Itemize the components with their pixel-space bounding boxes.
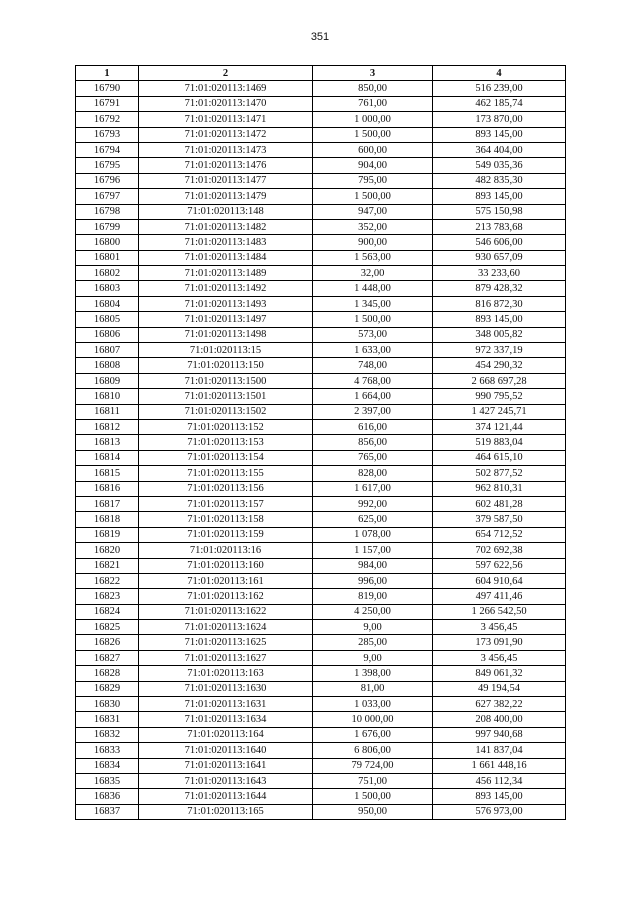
value-cell: 3 456,45 [433, 650, 566, 665]
value-cell: 702 692,38 [433, 543, 566, 558]
cadastral-number-cell: 71:01:020113:16 [139, 543, 313, 558]
row-number-cell: 16813 [76, 435, 139, 450]
cadastral-number-cell: 71:01:020113:161 [139, 573, 313, 588]
area-cell: 1 448,00 [313, 281, 433, 296]
cadastral-number-cell: 71:01:020113:150 [139, 358, 313, 373]
value-cell: 1 266 542,50 [433, 604, 566, 619]
value-cell: 456 112,34 [433, 773, 566, 788]
table-row [76, 158, 566, 173]
area-cell: 1 033,00 [313, 697, 433, 712]
row-number-cell: 16798 [76, 204, 139, 219]
value-cell: 379 587,50 [433, 512, 566, 527]
area-cell: 285,00 [313, 635, 433, 650]
area-cell: 9,00 [313, 650, 433, 665]
row-number-cell: 16809 [76, 373, 139, 388]
row-number-cell: 16820 [76, 543, 139, 558]
table-row [76, 204, 566, 219]
cadastral-number-cell: 71:01:020113:1644 [139, 789, 313, 804]
table-row [76, 127, 566, 142]
row-number-cell: 16829 [76, 681, 139, 696]
row-number-cell: 16797 [76, 189, 139, 204]
table-row [76, 758, 566, 773]
table-row [76, 650, 566, 665]
value-cell: 497 411,46 [433, 589, 566, 604]
table-header-row [76, 66, 566, 81]
cadastral-number-cell: 71:01:020113:164 [139, 727, 313, 742]
value-cell: 33 233,60 [433, 266, 566, 281]
value-cell: 208 400,00 [433, 712, 566, 727]
table-row [76, 804, 566, 819]
row-number-cell: 16822 [76, 573, 139, 588]
table-row [76, 558, 566, 573]
table-row [76, 96, 566, 111]
table-row [76, 312, 566, 327]
area-cell: 1 157,00 [313, 543, 433, 558]
value-cell: 348 005,82 [433, 327, 566, 342]
area-cell: 1 000,00 [313, 112, 433, 127]
area-cell: 10 000,00 [313, 712, 433, 727]
cadastral-number-cell: 71:01:020113:156 [139, 481, 313, 496]
area-cell: 856,00 [313, 435, 433, 450]
cadastral-number-cell: 71:01:020113:1484 [139, 250, 313, 265]
row-number-cell: 16796 [76, 173, 139, 188]
area-cell: 900,00 [313, 235, 433, 250]
area-cell: 992,00 [313, 496, 433, 511]
value-cell: 962 810,31 [433, 481, 566, 496]
cadastral-number-cell: 71:01:020113:1472 [139, 127, 313, 142]
value-cell: 893 145,00 [433, 127, 566, 142]
area-cell: 996,00 [313, 573, 433, 588]
row-number-cell: 16818 [76, 512, 139, 527]
table-row [76, 81, 566, 96]
row-number-cell: 16801 [76, 250, 139, 265]
table-row [76, 773, 566, 788]
cadastral-number-cell: 71:01:020113:158 [139, 512, 313, 527]
cadastral-number-cell: 71:01:020113:1630 [139, 681, 313, 696]
area-cell: 573,00 [313, 327, 433, 342]
row-number-cell: 16831 [76, 712, 139, 727]
value-cell: 575 150,98 [433, 204, 566, 219]
value-cell: 654 712,52 [433, 527, 566, 542]
table-row [76, 173, 566, 188]
value-cell: 602 481,28 [433, 496, 566, 511]
row-number-cell: 16810 [76, 389, 139, 404]
area-cell: 795,00 [313, 173, 433, 188]
row-number-cell: 16835 [76, 773, 139, 788]
row-number-cell: 16793 [76, 127, 139, 142]
area-cell: 761,00 [313, 96, 433, 111]
value-cell: 454 290,32 [433, 358, 566, 373]
table-row [76, 543, 566, 558]
area-cell: 1 078,00 [313, 527, 433, 542]
table-row [76, 789, 566, 804]
cadastral-number-cell: 71:01:020113:1498 [139, 327, 313, 342]
area-cell: 984,00 [313, 558, 433, 573]
area-cell: 4 768,00 [313, 373, 433, 388]
cadastral-number-cell: 71:01:020113:1624 [139, 620, 313, 635]
table-row [76, 250, 566, 265]
column-header-2: 2 [139, 66, 313, 81]
row-number-cell: 16819 [76, 527, 139, 542]
value-cell: 519 883,04 [433, 435, 566, 450]
area-cell: 352,00 [313, 219, 433, 234]
row-number-cell: 16823 [76, 589, 139, 604]
row-number-cell: 16805 [76, 312, 139, 327]
cadastral-number-cell: 71:01:020113:1497 [139, 312, 313, 327]
value-cell: 502 877,52 [433, 466, 566, 481]
value-cell: 213 783,68 [433, 219, 566, 234]
row-number-cell: 16837 [76, 804, 139, 819]
value-cell: 516 239,00 [433, 81, 566, 96]
table-row [76, 589, 566, 604]
cadastral-number-cell: 71:01:020113:1469 [139, 81, 313, 96]
value-cell: 549 035,36 [433, 158, 566, 173]
row-number-cell: 16828 [76, 666, 139, 681]
value-cell: 972 337,19 [433, 343, 566, 358]
area-cell: 819,00 [313, 589, 433, 604]
cadastral-number-cell: 71:01:020113:152 [139, 419, 313, 434]
table-row [76, 327, 566, 342]
row-number-cell: 16821 [76, 558, 139, 573]
area-cell: 6 806,00 [313, 743, 433, 758]
value-cell: 627 382,22 [433, 697, 566, 712]
value-cell: 930 657,09 [433, 250, 566, 265]
table-row [76, 112, 566, 127]
cadastral-number-cell: 71:01:020113:1473 [139, 142, 313, 157]
column-header-4: 4 [433, 66, 566, 81]
row-number-cell: 16802 [76, 266, 139, 281]
value-cell: 893 145,00 [433, 312, 566, 327]
row-number-cell: 16832 [76, 727, 139, 742]
area-cell: 1 676,00 [313, 727, 433, 742]
table-row [76, 189, 566, 204]
value-cell: 173 091,90 [433, 635, 566, 650]
row-number-cell: 16803 [76, 281, 139, 296]
value-cell: 464 615,10 [433, 450, 566, 465]
value-cell: 546 606,00 [433, 235, 566, 250]
cadastral-number-cell: 71:01:020113:165 [139, 804, 313, 819]
area-cell: 828,00 [313, 466, 433, 481]
table-row [76, 681, 566, 696]
table-row [76, 235, 566, 250]
row-number-cell: 16834 [76, 758, 139, 773]
table-row [76, 666, 566, 681]
table-row [76, 435, 566, 450]
row-number-cell: 16825 [76, 620, 139, 635]
area-cell: 748,00 [313, 358, 433, 373]
area-cell: 9,00 [313, 620, 433, 635]
cadastral-number-cell: 71:01:020113:1643 [139, 773, 313, 788]
table-row [76, 496, 566, 511]
value-cell: 879 428,32 [433, 281, 566, 296]
cadastral-number-cell: 71:01:020113:1622 [139, 604, 313, 619]
table-row [76, 450, 566, 465]
cadastral-number-cell: 71:01:020113:153 [139, 435, 313, 450]
area-cell: 751,00 [313, 773, 433, 788]
area-cell: 32,00 [313, 266, 433, 281]
cadastral-number-cell: 71:01:020113:1471 [139, 112, 313, 127]
area-cell: 79 724,00 [313, 758, 433, 773]
value-cell: 849 061,32 [433, 666, 566, 681]
table-row [76, 373, 566, 388]
table-row [76, 389, 566, 404]
value-cell: 49 194,54 [433, 681, 566, 696]
row-number-cell: 16792 [76, 112, 139, 127]
value-cell: 374 121,44 [433, 419, 566, 434]
row-number-cell: 16806 [76, 327, 139, 342]
table-header [76, 66, 566, 81]
cadastral-number-cell: 71:01:020113:1479 [139, 189, 313, 204]
area-cell: 2 397,00 [313, 404, 433, 419]
area-cell: 1 617,00 [313, 481, 433, 496]
table-row [76, 281, 566, 296]
row-number-cell: 16824 [76, 604, 139, 619]
row-number-cell: 16817 [76, 496, 139, 511]
cadastral-number-cell: 71:01:020113:1625 [139, 635, 313, 650]
value-cell: 604 910,64 [433, 573, 566, 588]
cadastral-number-cell: 71:01:020113:1483 [139, 235, 313, 250]
table-row [76, 266, 566, 281]
table-row [76, 481, 566, 496]
value-cell: 364 404,00 [433, 142, 566, 157]
area-cell: 4 250,00 [313, 604, 433, 619]
table-row [76, 573, 566, 588]
value-cell: 990 795,52 [433, 389, 566, 404]
row-number-cell: 16827 [76, 650, 139, 665]
cadastral-number-cell: 71:01:020113:1476 [139, 158, 313, 173]
cadastral-number-cell: 71:01:020113:1477 [139, 173, 313, 188]
value-cell: 576 973,00 [433, 804, 566, 819]
value-cell: 893 145,00 [433, 189, 566, 204]
table-row [76, 219, 566, 234]
table-row [76, 697, 566, 712]
row-number-cell: 16795 [76, 158, 139, 173]
table-row [76, 635, 566, 650]
value-cell: 2 668 697,28 [433, 373, 566, 388]
area-cell: 950,00 [313, 804, 433, 819]
table-row [76, 527, 566, 542]
row-number-cell: 16826 [76, 635, 139, 650]
table-row [76, 296, 566, 311]
value-cell: 893 145,00 [433, 789, 566, 804]
cadastral-number-cell: 71:01:020113:1470 [139, 96, 313, 111]
value-cell: 141 837,04 [433, 743, 566, 758]
table-row [76, 743, 566, 758]
area-cell: 616,00 [313, 419, 433, 434]
row-number-cell: 16791 [76, 96, 139, 111]
cadastral-number-cell: 71:01:020113:1482 [139, 219, 313, 234]
data-table [75, 65, 566, 820]
value-cell: 482 835,30 [433, 173, 566, 188]
area-cell: 1 500,00 [313, 189, 433, 204]
cadastral-number-cell: 71:01:020113:155 [139, 466, 313, 481]
cadastral-number-cell: 71:01:020113:1500 [139, 373, 313, 388]
row-number-cell: 16790 [76, 81, 139, 96]
cadastral-number-cell: 71:01:020113:162 [139, 589, 313, 604]
row-number-cell: 16812 [76, 419, 139, 434]
row-number-cell: 16807 [76, 343, 139, 358]
table-row [76, 712, 566, 727]
table-row [76, 142, 566, 157]
table-row [76, 604, 566, 619]
row-number-cell: 16836 [76, 789, 139, 804]
cadastral-number-cell: 71:01:020113:1502 [139, 404, 313, 419]
area-cell: 904,00 [313, 158, 433, 173]
table-row [76, 512, 566, 527]
cadastral-number-cell: 71:01:020113:1501 [139, 389, 313, 404]
value-cell: 462 185,74 [433, 96, 566, 111]
row-number-cell: 16816 [76, 481, 139, 496]
value-cell: 1 427 245,71 [433, 404, 566, 419]
cadastral-number-cell: 71:01:020113:1492 [139, 281, 313, 296]
area-cell: 850,00 [313, 81, 433, 96]
table-row [76, 727, 566, 742]
table-row [76, 419, 566, 434]
table-row [76, 620, 566, 635]
cadastral-number-cell: 71:01:020113:163 [139, 666, 313, 681]
area-cell: 947,00 [313, 204, 433, 219]
cadastral-number-cell: 71:01:020113:159 [139, 527, 313, 542]
area-cell: 1 398,00 [313, 666, 433, 681]
area-cell: 1 664,00 [313, 389, 433, 404]
row-number-cell: 16799 [76, 219, 139, 234]
row-number-cell: 16833 [76, 743, 139, 758]
area-cell: 1 633,00 [313, 343, 433, 358]
cadastral-number-cell: 71:01:020113:154 [139, 450, 313, 465]
value-cell: 816 872,30 [433, 296, 566, 311]
cadastral-number-cell: 71:01:020113:1631 [139, 697, 313, 712]
area-cell: 765,00 [313, 450, 433, 465]
table-row [76, 466, 566, 481]
row-number-cell: 16830 [76, 697, 139, 712]
area-cell: 1 500,00 [313, 127, 433, 142]
cadastral-number-cell: 71:01:020113:148 [139, 204, 313, 219]
table-body [76, 81, 566, 820]
area-cell: 1 500,00 [313, 789, 433, 804]
value-cell: 597 622,56 [433, 558, 566, 573]
row-number-cell: 16804 [76, 296, 139, 311]
cadastral-number-cell: 71:01:020113:1627 [139, 650, 313, 665]
cadastral-number-cell: 71:01:020113:1641 [139, 758, 313, 773]
cadastral-number-cell: 71:01:020113:1640 [139, 743, 313, 758]
page-number: 351 [310, 31, 330, 43]
table-row [76, 404, 566, 419]
cadastral-number-cell: 71:01:020113:157 [139, 496, 313, 511]
row-number-cell: 16815 [76, 466, 139, 481]
column-header-1: 1 [76, 66, 139, 81]
value-cell: 1 661 448,16 [433, 758, 566, 773]
area-cell: 1 345,00 [313, 296, 433, 311]
column-header-3: 3 [313, 66, 433, 81]
area-cell: 600,00 [313, 142, 433, 157]
value-cell: 997 940,68 [433, 727, 566, 742]
table-row [76, 358, 566, 373]
area-cell: 625,00 [313, 512, 433, 527]
cadastral-number-cell: 71:01:020113:15 [139, 343, 313, 358]
row-number-cell: 16794 [76, 142, 139, 157]
area-cell: 1 500,00 [313, 312, 433, 327]
cadastral-number-cell: 71:01:020113:1634 [139, 712, 313, 727]
area-cell: 81,00 [313, 681, 433, 696]
cadastral-number-cell: 71:01:020113:1489 [139, 266, 313, 281]
cadastral-number-cell: 71:01:020113:1493 [139, 296, 313, 311]
value-cell: 3 456,45 [433, 620, 566, 635]
cadastral-number-cell: 71:01:020113:160 [139, 558, 313, 573]
row-number-cell: 16808 [76, 358, 139, 373]
value-cell: 173 870,00 [433, 112, 566, 127]
area-cell: 1 563,00 [313, 250, 433, 265]
row-number-cell: 16814 [76, 450, 139, 465]
row-number-cell: 16811 [76, 404, 139, 419]
table-row [76, 343, 566, 358]
row-number-cell: 16800 [76, 235, 139, 250]
